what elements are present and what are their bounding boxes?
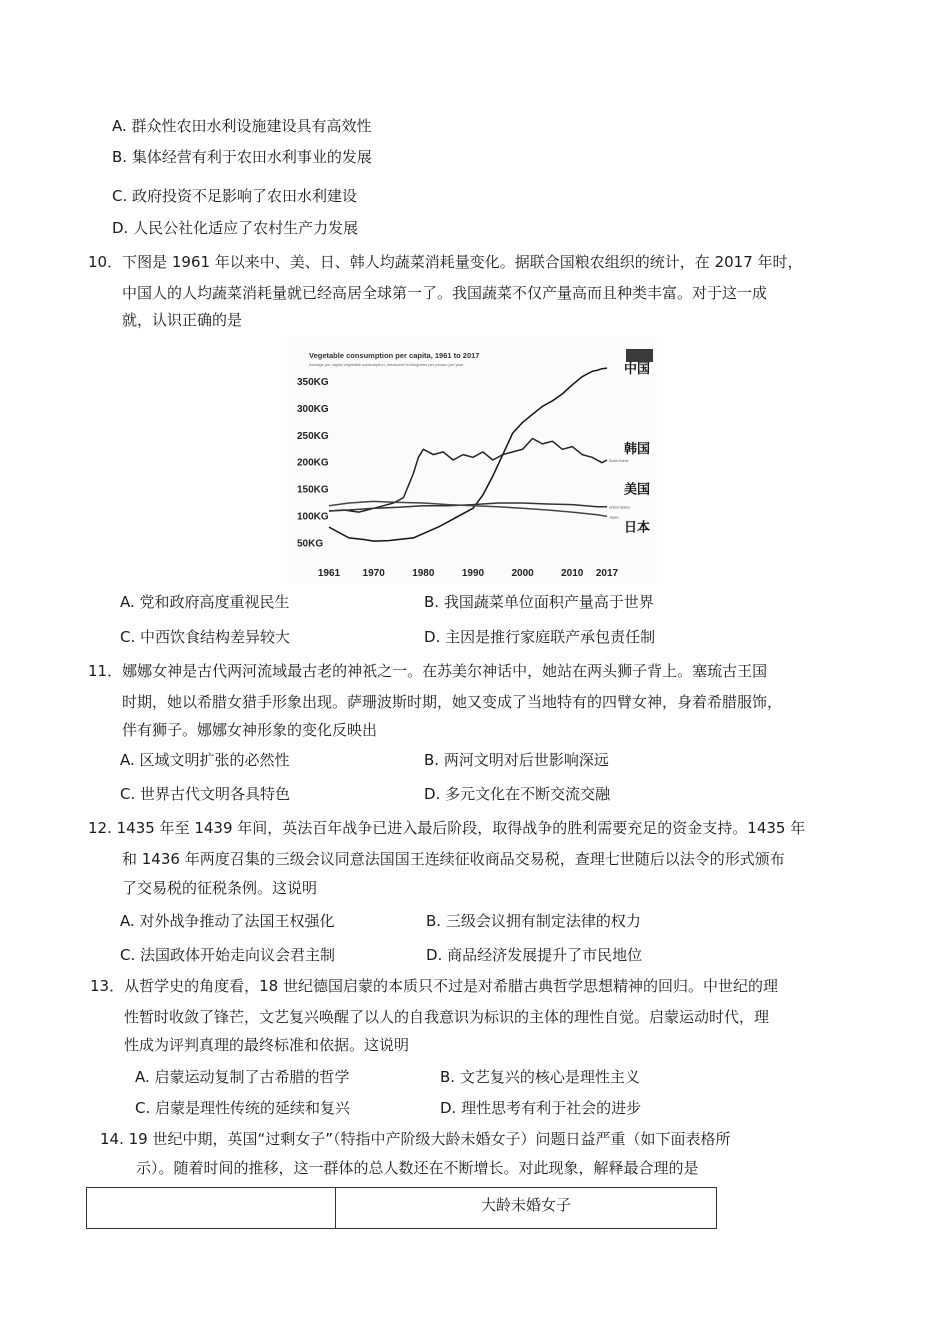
q11-stem-line: 时期，她以希腊女猎手形象出现。萨珊波斯时期，她又变成了当地特有的四臂女神，身着希腊服饰， — [122, 693, 783, 711]
y-tick-label: 150KG — [297, 484, 329, 496]
q12-stem-line: 了交易税的征税条例。这说明 — [122, 879, 318, 897]
q13-stem-line: 性暂时收敛了锋芒，文艺复兴唤醒了以人的自我意识为标识的主体的理性自觉。启蒙运动时代，理 — [124, 1008, 770, 1026]
chart-title: Vegetable consumption per capita, 1961 to 2017 — [309, 351, 480, 360]
q13-stem-line: 性成为评判真理的最终标准和依据。这说明 — [124, 1036, 410, 1054]
q10-stem-line: 就，认识正确的是 — [122, 311, 243, 329]
q13-stem-line: 13．从哲学史的角度看，18 世纪德国启蒙的本质只不过是对希腊古典哲学思想精神的回归。中世纪的理 — [90, 977, 778, 995]
series-line-china — [329, 368, 607, 541]
q9-option-c[interactable]: C. 政府投资不足影响了农田水利建设 — [112, 187, 358, 205]
q14-stem-line: 14. 19 世纪中期，英国“过剩女子”（特指中产阶级大龄未婚女子）问题日益严重（如下面表格所 — [100, 1130, 731, 1148]
q10-option-b[interactable]: B. 我国蔬菜单位面积产量高于世界 — [424, 593, 654, 611]
x-tick-label: 1970 — [362, 568, 385, 579]
q9-option-a[interactable]: A. 群众性农田水利设施建设具有高效性 — [112, 117, 372, 135]
q11-option-a[interactable]: A. 区域文明扩张的必然性 — [120, 751, 290, 769]
x-tick-label: 1961 — [317, 568, 341, 579]
q11-stem-line: 伴有狮子。娜娜女神形象的变化反映出 — [122, 721, 378, 739]
chart-subtitle: Average per capita vegetable consumption, measured in kilograms per person per year — [309, 362, 464, 367]
q12-option-d[interactable]: D. 商品经济发展提升了市民地位 — [426, 946, 643, 964]
q14-stem-line: 示）。随着时间的推移，这一群体的总人数还在不断增长。对此现象，解释最合理的是 — [136, 1159, 699, 1177]
series-small-label: United States — [609, 505, 631, 510]
spinster-table — [86, 1187, 717, 1229]
x-tick-label: 1990 — [461, 568, 485, 579]
y-tick-label: 300KG — [297, 403, 329, 415]
q10-stem-line: 中国人的人均蔬菜消耗量就已经高居全球第一了。我国蔬菜不仅产量高而且种类丰富。对于这一成 — [122, 284, 768, 302]
q12-option-a[interactable]: A. 对外战争推动了法国王权强化 — [120, 912, 335, 930]
y-tick-label: 250KG — [297, 430, 329, 442]
logo-box — [626, 349, 653, 362]
q13-option-a[interactable]: A. 启蒙运动复制了古希腊的哲学 — [135, 1068, 350, 1086]
series-small-label: South Korea — [609, 459, 629, 463]
q11-option-d[interactable]: D. 多元文化在不断交流交融 — [424, 785, 611, 803]
q10-option-d[interactable]: D. 主因是推行家庭联产承包责任制 — [424, 628, 656, 646]
vegetable-consumption-chart — [287, 336, 657, 584]
q10-option-a[interactable]: A. 党和政府高度重视民生 — [120, 593, 290, 611]
y-tick-label: 100KG — [297, 511, 329, 523]
q9-option-b[interactable]: B. 集体经营有利于农田水利事业的发展 — [112, 148, 372, 166]
q9-option-d[interactable]: D. 人民公社化适应了农村生产力发展 — [112, 219, 359, 237]
table-header-unmarried-women: 大龄未婚女子 — [336, 1188, 717, 1229]
series-label: 韩国 — [624, 442, 651, 457]
x-tick-label: 1980 — [412, 568, 435, 579]
series-label: 日本 — [624, 520, 651, 536]
q12-stem-line: 12. 1435 年至 1439 年间，英法百年战争已进入最后阶段，取得战争的胜利需要充足的资金支持。1435 年 — [88, 819, 806, 837]
q11-stem-line: 11．娜娜女神是古代两河流域最古老的神祇之一。在苏美尔神话中，她站在两头狮子背上。塞琉古王国 — [88, 662, 768, 680]
q13-option-b[interactable]: B. 文艺复兴的核心是理性主义 — [440, 1068, 640, 1086]
y-tick-label: 350KG — [297, 377, 329, 389]
series-small-label: Japan — [609, 515, 619, 520]
q12-option-b[interactable]: B. 三级会议拥有制定法律的权力 — [426, 912, 641, 930]
series-label: 美国 — [624, 482, 651, 498]
q13-option-d[interactable]: D. 理性思考有利于社会的进步 — [440, 1099, 642, 1117]
q10-stem-line: 10．下图是 1961 年以来中、美、日、韩人均蔬菜消耗量变化。据联合国粮农组织的统计，在 2017 年时， — [88, 253, 803, 271]
q11-option-c[interactable]: C. 世界古代文明各具特色 — [120, 785, 291, 803]
y-tick-label: 200KG — [297, 457, 329, 469]
q12-option-c[interactable]: C. 法国政体开始走向议会君主制 — [120, 946, 336, 964]
series-label: 中国 — [624, 362, 651, 378]
x-tick-label: 2017 — [595, 568, 619, 579]
x-tick-label: 2000 — [511, 568, 534, 579]
x-tick-label: 2010 — [561, 568, 584, 579]
q12-stem-line: 和 1436 年两度召集的三级会议同意法国国王连续征收商品交易税，查理七世随后以法令的形式颁布 — [122, 850, 785, 868]
q10-option-c[interactable]: C. 中西饮食结构差异较大 — [120, 628, 291, 646]
table-cell-empty — [87, 1188, 336, 1229]
q13-option-c[interactable]: C. 启蒙是理性传统的延续和复兴 — [135, 1099, 351, 1117]
q11-option-b[interactable]: B. 两河文明对后世影响深远 — [424, 751, 609, 769]
y-tick-label: 50KG — [297, 538, 324, 550]
